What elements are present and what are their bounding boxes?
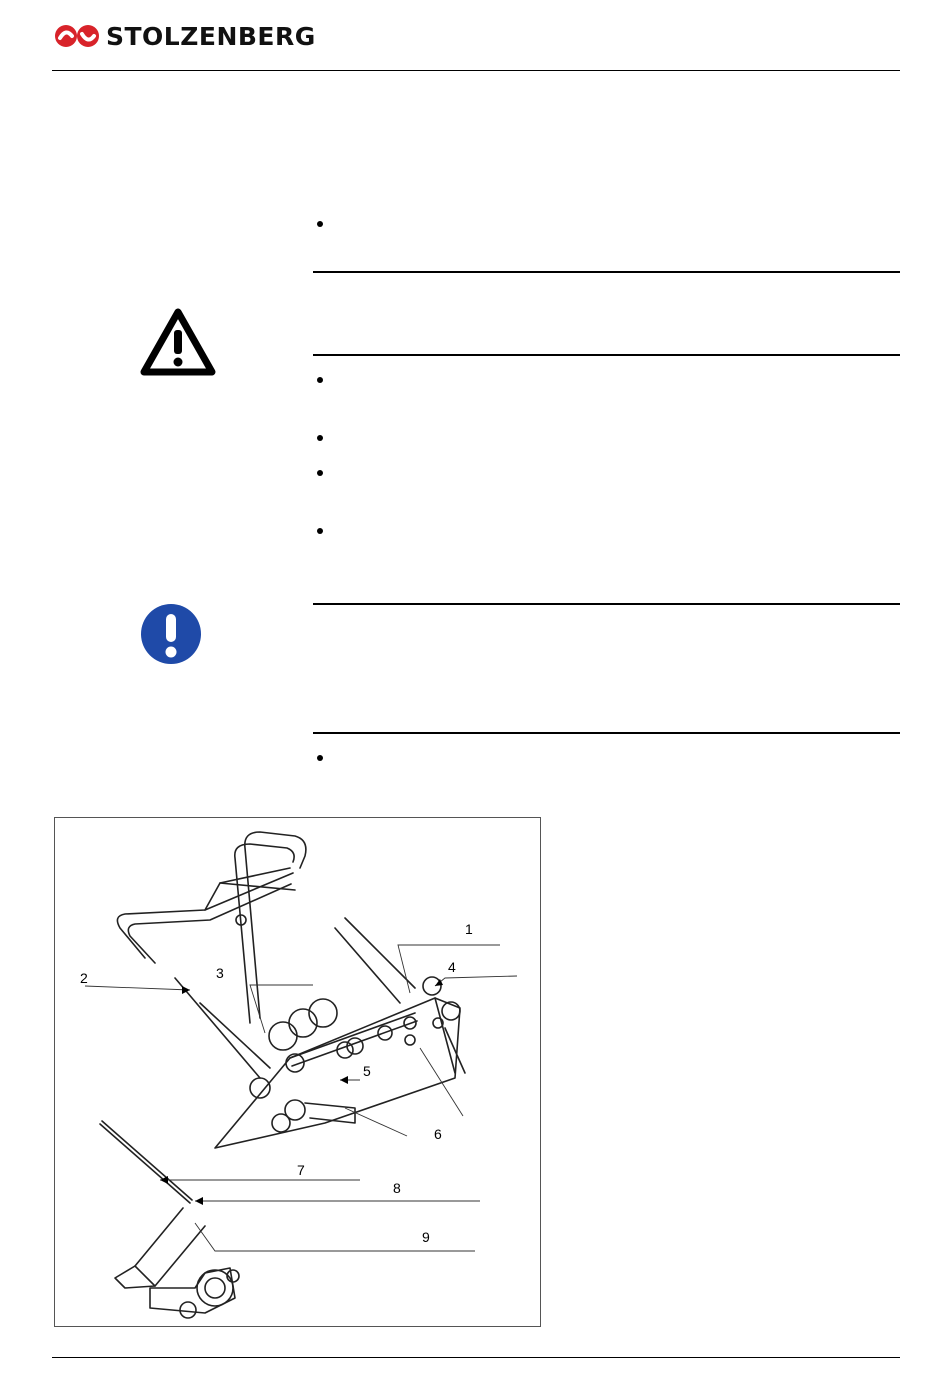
exclamation-circle-icon	[139, 602, 203, 666]
callout-4: 4	[448, 959, 456, 975]
list-bullet	[317, 221, 323, 227]
callout-5: 5	[363, 1063, 371, 1079]
warning-triangle-icon	[138, 306, 218, 378]
warning-rule-bottom	[313, 354, 900, 356]
brand-logo	[52, 20, 316, 52]
list-bullet	[317, 755, 323, 761]
list-bullet	[317, 377, 323, 383]
list-bullet	[317, 470, 323, 476]
callout-8: 8	[393, 1180, 401, 1196]
assembly-drawing	[55, 818, 542, 1328]
footer-divider	[52, 1357, 900, 1358]
callout-2: 2	[80, 970, 88, 986]
notice-rule-top	[313, 603, 900, 605]
list-bullet	[317, 435, 323, 441]
stolzenberg-logo-icon	[52, 22, 102, 50]
notice-rule-bottom	[313, 732, 900, 734]
callout-7: 7	[297, 1162, 305, 1178]
list-bullet	[317, 528, 323, 534]
callout-9: 9	[422, 1229, 430, 1245]
header-divider	[52, 70, 900, 71]
assembly-figure	[54, 817, 541, 1327]
callout-3: 3	[216, 965, 224, 981]
brand-name: STOLZENBERG	[106, 21, 316, 51]
callout-6: 6	[434, 1126, 442, 1142]
warning-rule-top	[313, 271, 900, 273]
callout-1: 1	[465, 921, 473, 937]
